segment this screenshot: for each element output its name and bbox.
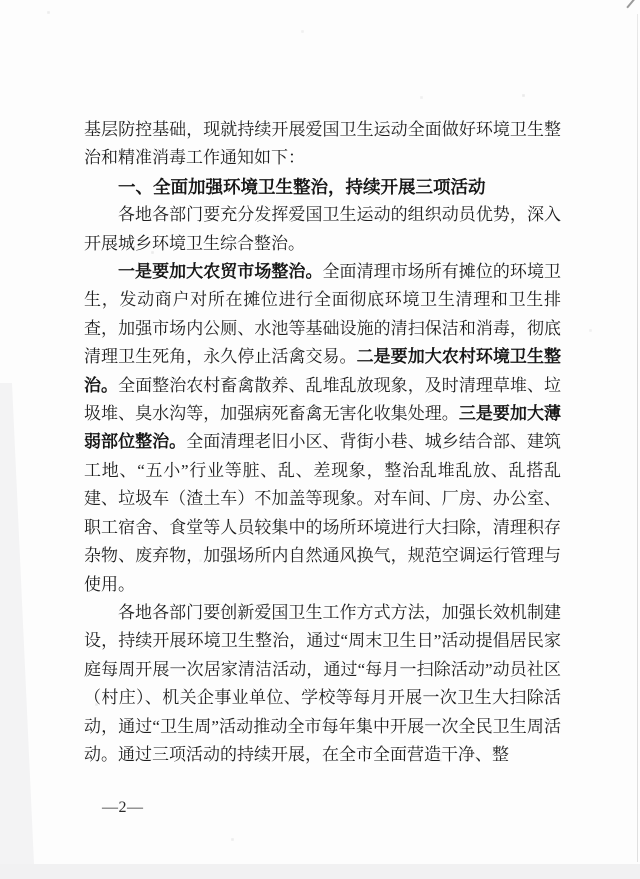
text-segment: 基层防控基础，现就持续开展爱国卫生运动全面做好环境卫生整治和精准消毒工作通知如下： [84,120,561,168]
bold-lead-in: 二是要加大农村环境卫生整治。 [84,347,562,395]
text-segment: 各地各部门要创新爱国卫生工作方式方法，加强长效机制建设，持续开展环境卫生整治，通过“周末卫生日”活动提倡居民家庭每周开展一次居家清洁活动，通过“每月一扫除活动”动员社区（村庄）、机关企事业单位、学校等每月开展一次卫生大扫除活动，通过“卫生周”活动推动全市每年集中开展一次全民卫生周活动。通过三项活动的持续开展，在全市全面营造干净、整 [84,602,561,764]
text-segment: 全面整治农村畜禽散养、乱堆乱放现象，及时清理草堆、垃圾堆、臭水沟等，加强病死畜禽无害化收集处理。 [84,375,562,424]
bold-lead-in: 三是要加大薄弱部位整治。 [84,404,562,452]
document-body [84,116,561,769]
scan-right-edge-line [637,14,638,862]
text-segment: 全面清理市场所有摊位的环境卫生，发动商户对所在摊位进行全面彻底环境卫生清理和卫生排查，加强市场内公厕、水池等基础设施的清扫保洁和消毒，彻底清理卫生死角，永久停止活禽交易。 [84,262,562,367]
scan-left-edge-shadow [0,383,34,864]
bold-lead-in: 一是要加大农贸市场整治。 [118,262,323,282]
scan-corner-tick-mark [626,0,635,8]
paragraph [84,201,561,258]
page-number: —2— [102,799,144,816]
bold-lead-in: 一、全面加强环境卫生整治，持续开展三项活动 [118,176,486,197]
paragraph [84,116,561,173]
scan-bottom-edge-shadow [0,864,640,879]
text-segment: 各地各部门要充分发挥爱国卫生运动的组织动员优势，深入开展城乡环境卫生综合整治。 [84,205,561,253]
paragraph [84,599,561,769]
text-segment: 全面清理老旧小区、背街小巷、城乡结合部、建筑工地、“五小”行业等脏、乱、差现象，整治乱堆乱放、乱搭乱建、垃圾车（渣土车）不加盖等现象。对车间、厂房、办公室、职工宿舍、食堂等人员较集中的场所环境进行大扫除，清理积存杂物、废弃物，加强场所内自然通风换气，规范空调运行管理与使用。 [84,432,562,594]
paragraph [84,258,561,599]
section-heading [84,173,561,201]
scan-noise-specks [0,0,1,1]
